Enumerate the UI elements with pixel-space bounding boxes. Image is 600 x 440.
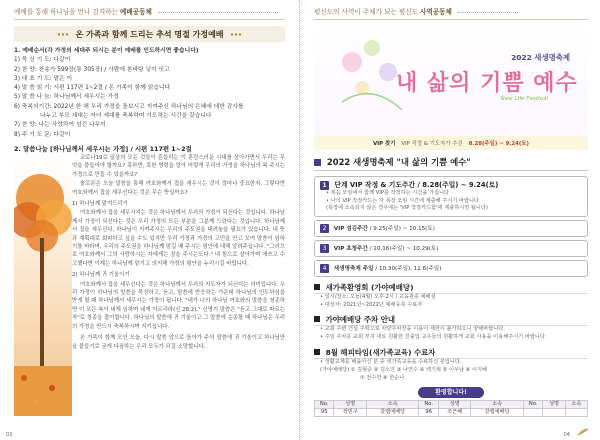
newcomer-welcome-section-title xyxy=(314,282,588,294)
square-bullet-icon xyxy=(314,316,320,322)
step1-title: 단계 VIP 작정 & 기도주간 / 8.28(주일) ~ 9.24(토) xyxy=(334,181,499,189)
table-cell xyxy=(565,409,587,417)
worship-order-item: 3) 대 표 기 도: 맡은 이 xyxy=(14,75,73,82)
worship-order-item: 6) 축복의기간: 2022년 한 해 우리 가정을 돌보시고 지켜주신 하나님의 은혜에 대한 감사를 xyxy=(14,103,244,110)
festival-banner xyxy=(314,26,588,154)
point2-title: 2) 하나님께 귀 기울이기 xyxy=(72,272,130,279)
step2-number-badge: 2 xyxy=(320,224,329,233)
table-header-cell: 소속 xyxy=(366,401,419,409)
step4-box xyxy=(314,260,588,277)
table-cell xyxy=(523,409,542,417)
table-header-cell: No. xyxy=(315,401,334,409)
banner-desc: VIP 작정 & 기도자가 추진 xyxy=(401,141,463,147)
table-header-row xyxy=(315,401,588,409)
welcome-title: 환영합니다! xyxy=(418,387,484,398)
step3-number-badge: 3 xyxy=(320,244,329,253)
header-rule xyxy=(458,12,518,13)
worship-title: 온 가족과 함께 드리는 추석 명절 가정예배 xyxy=(75,29,224,39)
point1-title: 1) 하나님께 맡겨드리기 xyxy=(72,201,128,207)
table-header-cell: 성명 xyxy=(334,401,366,409)
table-header-cell: 소속 xyxy=(565,401,587,409)
table-cell: 갈렙예배당 xyxy=(471,409,524,417)
worship-order-item: 2) 찬 양: 찬송가 599장(통 305장) / 사람에 본바탕 넣이 잇고 xyxy=(14,66,170,73)
step3-title: VIP 초청주간 xyxy=(333,245,368,252)
dots-ornament-icon xyxy=(230,32,242,37)
worship-order-item: 나누고 부모 세대는 자녀 세대를 축복하며 기도하는 시간을 갖습니다 xyxy=(40,113,212,120)
worship-title-bar xyxy=(14,26,285,42)
section1-bullet: • 일시/장소: 오늘(4월) 오후 2시 / 교육관층 예배실 xyxy=(320,293,436,300)
right-page-number: 04 xyxy=(563,432,570,438)
parking-section-title xyxy=(314,314,588,326)
autumn-tree-image xyxy=(14,158,72,416)
step1-number-badge: 1 xyxy=(320,181,329,190)
table-cell: 96 xyxy=(419,409,438,417)
step3-box xyxy=(314,240,588,257)
step2-dates: / 9.25(주일) ~ 10.15(토) xyxy=(367,225,435,232)
right-header-title: 사역공동체 xyxy=(420,8,452,16)
table-header-cell: No. xyxy=(523,401,542,409)
table-header-cell: 소속 xyxy=(471,401,524,409)
section3-bullet: • 생활교제를 배웁아신 분 중 새가족교육을 수료하신 분입니다. xyxy=(320,358,462,365)
table-header-cell: No. xyxy=(419,401,438,409)
banner-subtitle: New Life Festival xyxy=(500,96,548,102)
table-header-cell: 성명 xyxy=(543,401,565,409)
step2-title: VIP 섬김주간 xyxy=(333,225,368,232)
table-cell: 95 xyxy=(315,409,334,417)
leaf-ornament-icon xyxy=(576,427,590,437)
left-header-title: 예배공동체 xyxy=(120,8,152,16)
section2-bullet: • 교회 주변 건설 주택으로 차량주차장을 이용이 제한이 불가하오니 양해바랍니다. xyxy=(320,326,505,333)
left-page-number: 03 xyxy=(6,432,13,438)
worship-order-item: 8) 주 기 도 문: 다같이 xyxy=(14,131,71,138)
section3-bullets xyxy=(314,359,588,382)
right-header-prefix: 평신도의 사역이 주체가 되는 평신도 xyxy=(314,8,418,16)
worship-order-list xyxy=(14,47,285,140)
intro-paragraph: 코로나19로 일상의 모든 것들이 흔들리는 이 혼란스러운 시대를 살아가면서 우리는 무엇을 붙들어야 할까요? 혹하면, 혹한 명령을 알아 어렇게 우리의 가정을 하나님의 복 주시는 가정으로 만들 수 있을까요? xyxy=(72,154,285,178)
right-section-header xyxy=(314,6,588,20)
section2-title: 가야예배당 주차 안내 xyxy=(325,315,395,325)
step1-bullets xyxy=(320,190,582,213)
section1-bullets xyxy=(314,294,588,310)
left-header-prefix: 예배를 통해 하나님을 만나 감격하는 xyxy=(14,8,118,16)
point1-body: 여호와께서 집을 세우시지는 것은 하나님께서 우리의 가정이 되신다는 것입니다. 하나님께서 가정이 되신다는 것은 우리 가정의 모든 부분을 그분께 드린다는 것입니다. 하나님께서 집을 세우신다, 하나님이 지켜주시는 우리의 주도권을 내려놓을 필요가 있습니다. 내 뜻과 계획대로 회피하고 싶을 수도 있지만 우리 가정과 가정의 고민을 안고 모여 말씀이 임하기를 바라며, 우리의 주도권을 하나님께 맡길 때 주시는 평안에 대해 알려주십니다. "그러므로 여호와께서 그의 사랑하시는 자에게는 잠을 주시는도다." 내 힘으로 살아가며 애쓰고 수고했다면 이제는 하나님께 맡기고 의지해 가정의 평안을 누리시길 바랍니다. xyxy=(72,210,285,267)
square-bullet-icon xyxy=(314,349,320,355)
header-rule xyxy=(158,12,278,13)
step3-line xyxy=(320,244,582,253)
section3-bullet: ⑦ 전수연 ⑧ 한순나 xyxy=(360,374,405,381)
step4-number-badge: 4 xyxy=(320,264,329,273)
intro2-paragraph: 솔로몬은 오늘 말씀을 통해 여호와께서 집을 세우시는 것이 얼마나 중요한지, 그렇다면 여호와께서 집을 세우신다는 것은 무슨 뜻일까요? xyxy=(72,181,285,196)
festival-heading-text: 2022 새생명축제 "내 삶의 기쁨 예수" xyxy=(326,157,471,167)
table-row xyxy=(315,409,588,417)
section3-bullet: (가야예배당) ① 김형준 ② 김소진 ③ 나연수 ④ 백기혁 ⑤ 이우남 ⑥ 이지혜 xyxy=(320,366,487,373)
step4-line xyxy=(320,264,582,273)
banner-vip: VIP 찾기 xyxy=(372,141,396,147)
banner-year: 2022 새생명축제 xyxy=(511,53,570,62)
table-cell xyxy=(543,409,565,417)
worship-order-item: 5) 말 씀 나 눔: 하나님께서 세우시는 가정 xyxy=(14,94,119,101)
step1-bullet: (목장에 소속되지 않은 경우에는 'VIP 작정카드함'에 제출하시면 됩니다) xyxy=(326,205,488,212)
right-column xyxy=(300,0,600,440)
worship-order-item: 7) 찬 양: 나는 사랑하여 섬긴 나무이 xyxy=(14,122,106,129)
step4-dates: / 10.30(주일), 11.6(주일) xyxy=(373,265,442,272)
step1-bullet: • 복음 모임에서 함께 VIP를 작정하는 시간을 가집니다 xyxy=(326,190,450,196)
section2-bullets xyxy=(314,326,588,342)
worship-order-item: 1) 묵 상 기 도: 다같이 xyxy=(14,57,71,64)
banner-info-bar xyxy=(314,136,588,150)
step2-box xyxy=(314,220,588,237)
table-cell: 갈렙예배당 xyxy=(366,409,419,417)
closing-paragraph: 온 가족이 함께 모인 오늘, 다시 말씀 앞으로 돌아가 주의 말씀에 귀 기울이고 하나님만을 붙들기로 굳게 다짐하는 우리 모두가 되길 소망합니다. xyxy=(72,335,285,350)
worship-order-heading: 1. 예배순서(각 가정의 세대주 되시는 분이 예배를 인도하시면 좋습니다) xyxy=(14,48,199,54)
section3-title: 8월 해피타임(새가족교육) 수료자 xyxy=(325,347,436,357)
newcomer-table xyxy=(314,400,588,417)
step2-line xyxy=(320,224,582,233)
step1-bullet: • 나의 VIP 작정카드는 각 목장 모임 시간에 제출해 주시기 바랍니다 xyxy=(326,197,480,204)
section1-title: 새가족환영회 (가야예배당) xyxy=(325,282,414,292)
worship-order-item: 4) 말 씀 읽 기: 시편 117편 1~2절 / 온 가족이 함께 읽습니다 xyxy=(14,85,171,92)
section2-bullet: • 주일 주차를 교회 부지 내로 원활한 진출입 교우들의 원활하게 교회 사용을 이용해주시기 바랍니다. xyxy=(320,334,547,341)
step1-title-line xyxy=(320,180,582,190)
dots-ornament-icon xyxy=(57,32,69,37)
happytime-section-title xyxy=(314,347,588,359)
banner-dates: 8.28(주일) ~ 9.24(토) xyxy=(468,141,530,147)
square-bullet-icon xyxy=(314,159,321,166)
section1-bullet: • 대상자: 2021년~2022년 예배등록 수료자 xyxy=(320,301,423,308)
point2-body: 여호와께서 집을 세우신다는 것은 하나님께서 우리의 지도자가 되신다는 의미입니다. 우리 가정이 하나님의 말씀을 묵상하고, 듣고, 말씀에 반응하는 가운데 하나님의 인도하심을 받게 될 때 하나님께서 세우시는 가정이 됩니다. "내가 너의 하나님 여호와의 말씀을 청종하면 이 모든 복이 네게 임하며 네게 이르리라(신 28:2)." 신명기 말씀은 "듣고 그대로 따르는 자"로 청종을 풀이합니다. 하나님의 말씀에 귀 기울이고 그 말씀에 순종할 때 하나님은 우리의 가정을 반드시 축복하시며 지키십니다. xyxy=(72,281,285,330)
table-header-cell: 성명 xyxy=(438,401,470,409)
festival-heading xyxy=(314,156,588,171)
sermon-title: 2. 말씀나눔 [하나님께서 세우시는 가정] / 시편 117편 1~2절 xyxy=(14,144,192,153)
table-cell: 조근혜 xyxy=(438,409,470,417)
banner-main-title: 내 삶의 기쁨 예수 xyxy=(396,70,578,96)
left-section-header xyxy=(14,6,285,20)
step3-dates: / 10.16(주일) ~ 10.29(토) xyxy=(367,245,439,252)
square-bullet-icon xyxy=(314,284,320,290)
table-cell: 정민구 xyxy=(334,409,366,417)
step4-title: 새생명축제 주일 xyxy=(333,265,374,272)
banner-background xyxy=(314,26,588,136)
step1-box xyxy=(314,176,588,217)
